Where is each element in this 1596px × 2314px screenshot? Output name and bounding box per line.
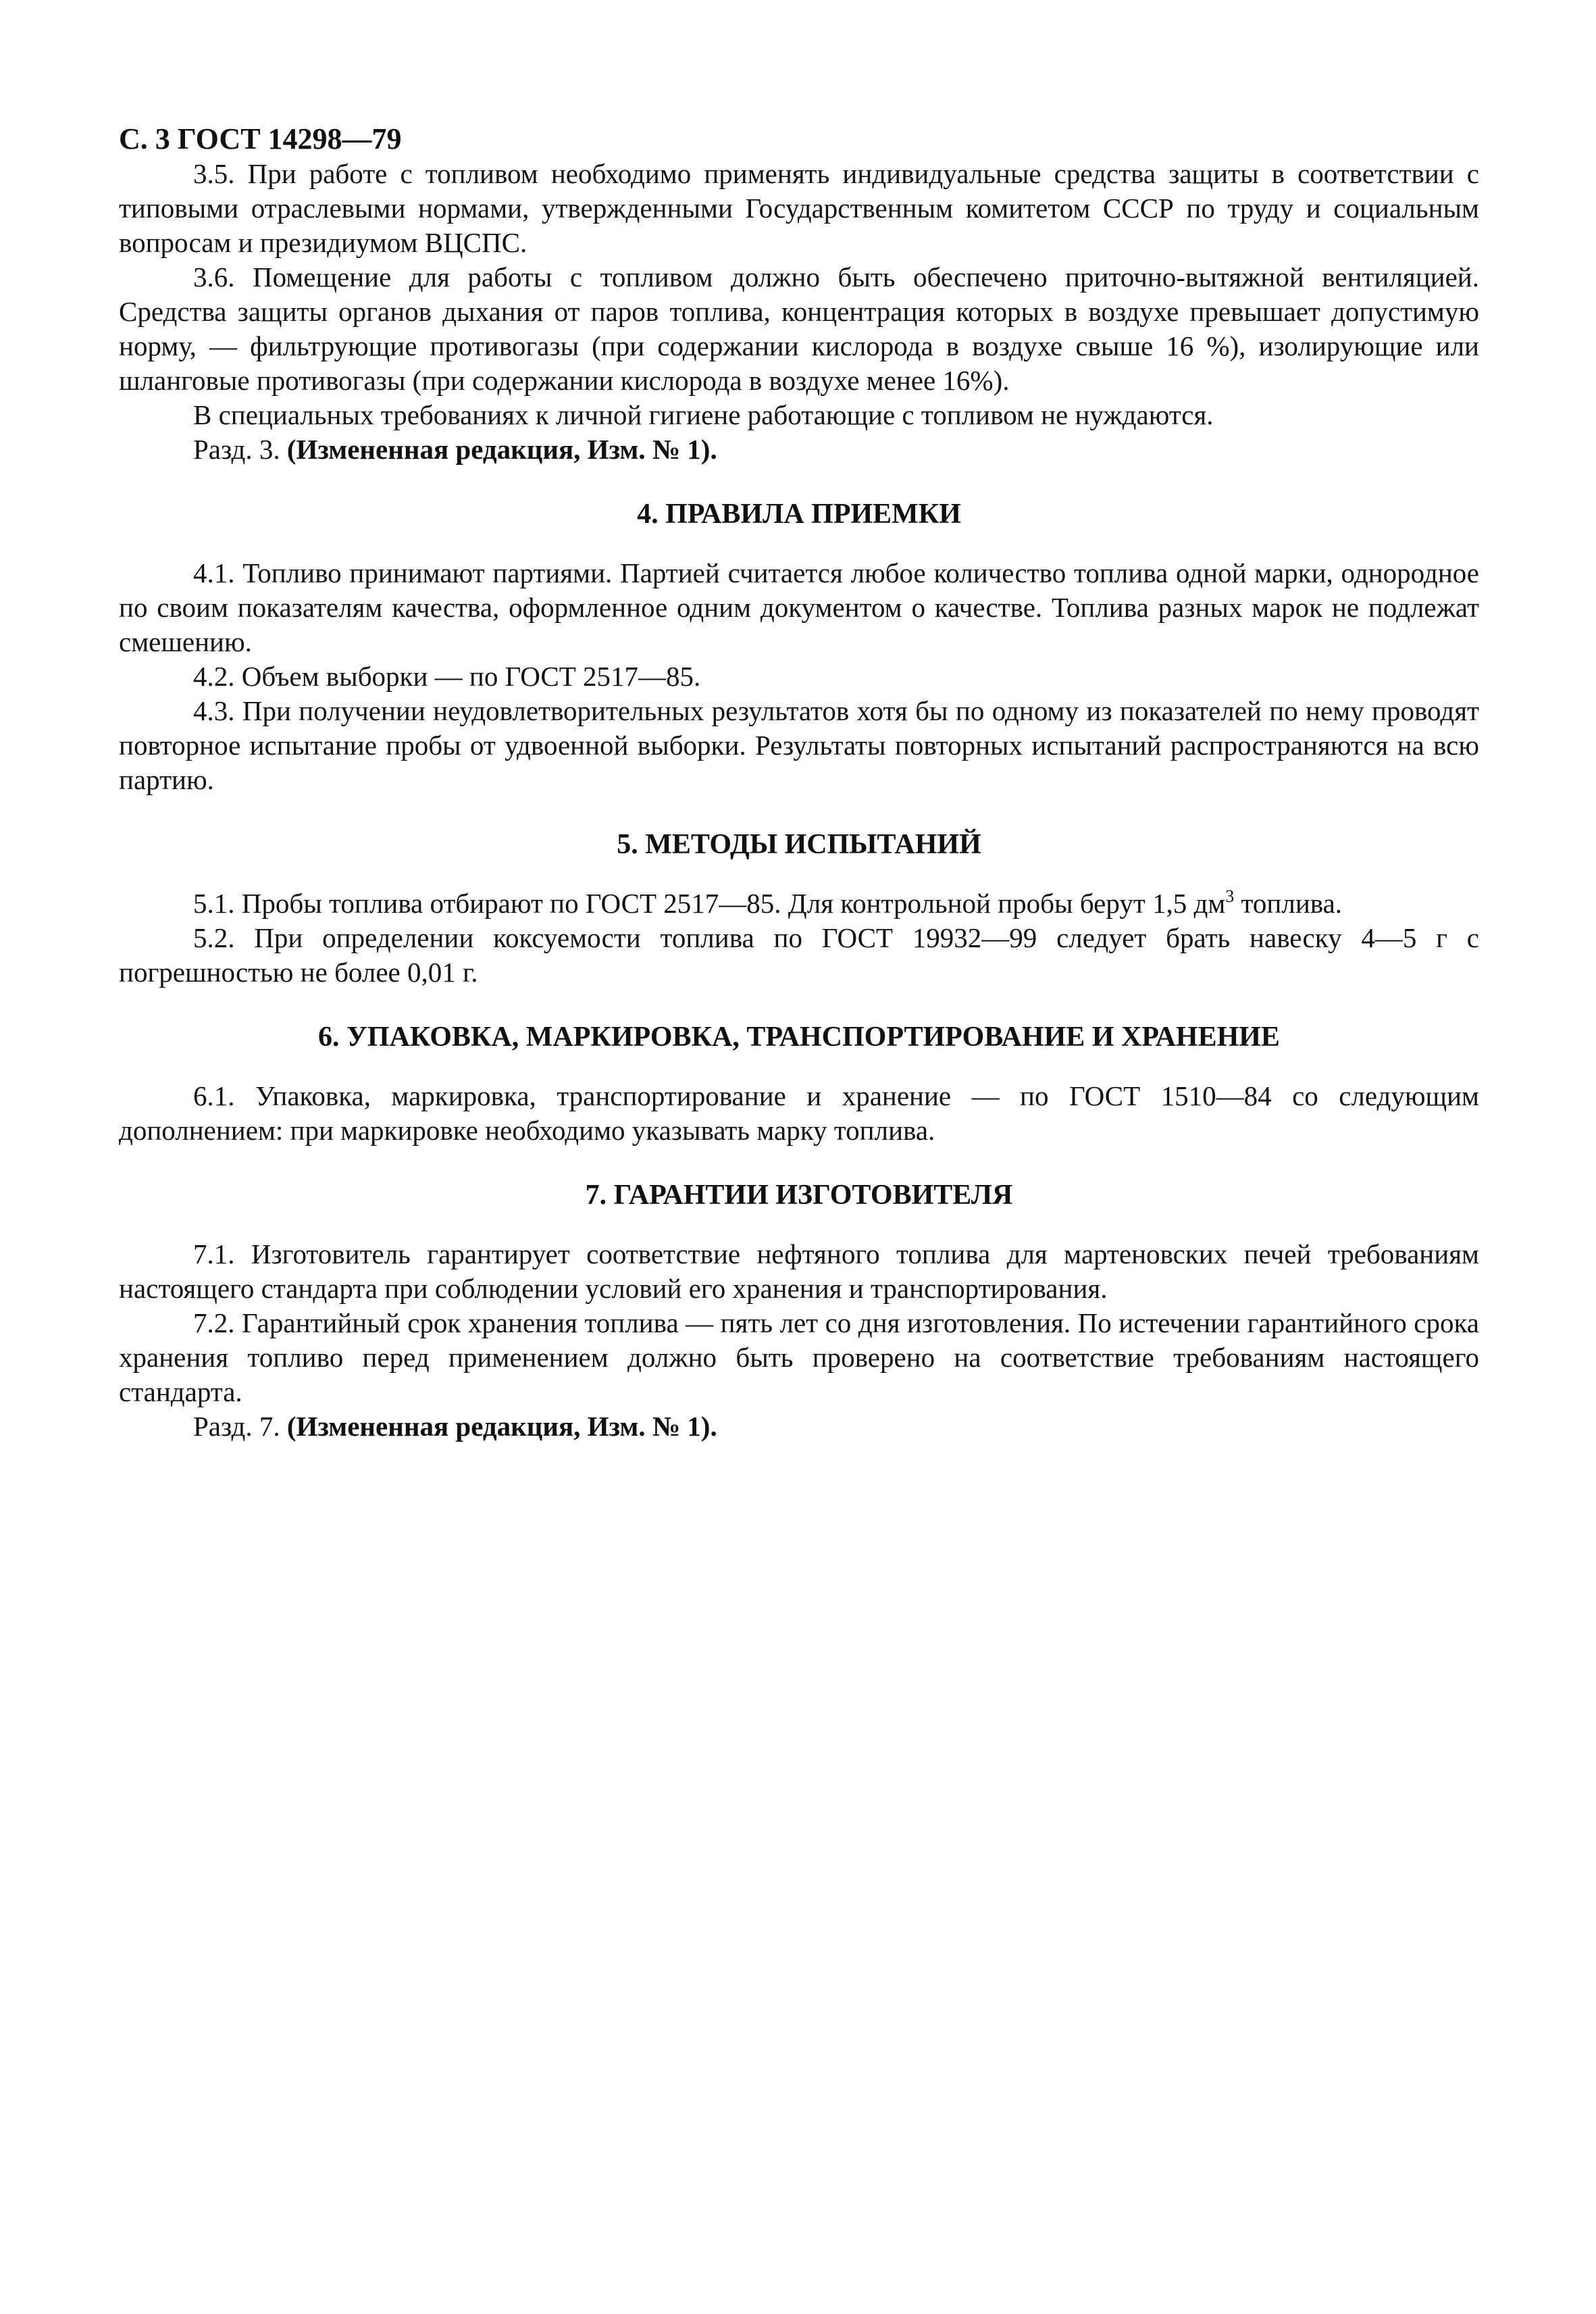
- paragraph-5-1-text: 5.1. Пробы топлива отбирают по ГОСТ 2517—85. Для контрольной пробы берут 1,5 дм: [193, 888, 1226, 919]
- amendment-note-section-3: [119, 432, 1479, 467]
- paragraph-3-5: 3.5. При работе с топливом необходимо применять индивидуальные средства защиты в соответствии с типовыми отраслевыми нормами, утвержденными Государственным комитетом СССР по труду и социальным вопросам и президиумом ВЦСПС.: [119, 158, 1479, 258]
- paragraph-5-1: [119, 886, 1479, 921]
- document-body: [119, 157, 1479, 1444]
- amendment-note-section-7: [119, 1409, 1479, 1444]
- paragraph-7-2: 7.2. Гарантийный срок хранения топлива — пять лет со дня изготовления. По истечении гарантийного срока хранения топливо перед применением должно быть проверено на соответствие требованиям настоящего стандарта.: [119, 1307, 1479, 1407]
- paragraph-3-6: 3.6. Помещение для работы с топливом должно быть обеспечено приточно-вытяжной вентиляцией. Средства защиты органов дыхания от паров топлива, концентрация которых в воздухе превышает допустимую норму, — фильтрующие противогазы (при содержании кислорода в воздухе свыше 16 %), изолирующие или шланговые противогазы (при содержании кислорода в воздухе менее 16%).: [119, 261, 1479, 396]
- amendment-prefix: Разд. 3.: [193, 434, 287, 465]
- superscript-3: 3: [1225, 886, 1235, 906]
- section-heading-7: 7. ГАРАНТИИ ИЗГОТОВИТЕЛЯ: [585, 1180, 1013, 1211]
- page-header: С. 3 ГОСТ 14298—79: [119, 122, 402, 155]
- section-heading-5: 5. МЕТОДЫ ИСПЫТАНИЙ: [617, 829, 981, 860]
- paragraph-hygiene: В специальных требованиях к личной гигиене работающие с топливом не нуждаются.: [193, 399, 1214, 430]
- amendment-text: (Измененная редакция, Изм. № 1).: [286, 434, 717, 465]
- paragraph-4-1: 4.1. Топливо принимают партиями. Партией считается любое количество топлива одной марки, однородное по своим показателям качества, оформленное одним документом о качестве. Топлива разных марок не подлежат смешению.: [119, 557, 1479, 657]
- amendment-text: (Измененная редакция, Изм. № 1).: [286, 1411, 717, 1442]
- paragraph-6-1: 6.1. Упаковка, маркировка, транспортирование и хранение — по ГОСТ 1510—84 со следующим дополнением: при маркировке необходимо указывать марку топлива.: [119, 1080, 1479, 1146]
- section-heading-4: 4. ПРАВИЛА ПРИЕМКИ: [637, 499, 961, 530]
- paragraph-7-1: 7.1. Изготовитель гарантирует соответствие нефтяного топлива для мартеновских печей требованиям настоящего стандарта при соблюдении условий его хранения и транспортирования.: [119, 1238, 1479, 1304]
- paragraph-4-3: 4.3. При получении неудовлетворительных результатов хотя бы по одному из показателей по нему проводят повторное испытание пробы от удвоенной выборки. Результаты повторных испытаний распространяются на всю партию.: [119, 695, 1479, 795]
- paragraph-5-1-end: топлива.: [1234, 888, 1343, 919]
- amendment-prefix: Разд. 7.: [193, 1411, 287, 1442]
- section-heading-6: 6. УПАКОВКА, МАРКИРОВКА, ТРАНСПОРТИРОВАНИЕ И ХРАНЕНИЕ: [318, 1022, 1280, 1053]
- paragraph-4-2: 4.2. Объем выборки — по ГОСТ 2517—85.: [193, 661, 701, 692]
- paragraph-5-2: 5.2. При определении коксуемости топлива по ГОСТ 19932—99 следует брать навеску 4—5 г с погрешностью не более 0,01 г.: [119, 922, 1479, 988]
